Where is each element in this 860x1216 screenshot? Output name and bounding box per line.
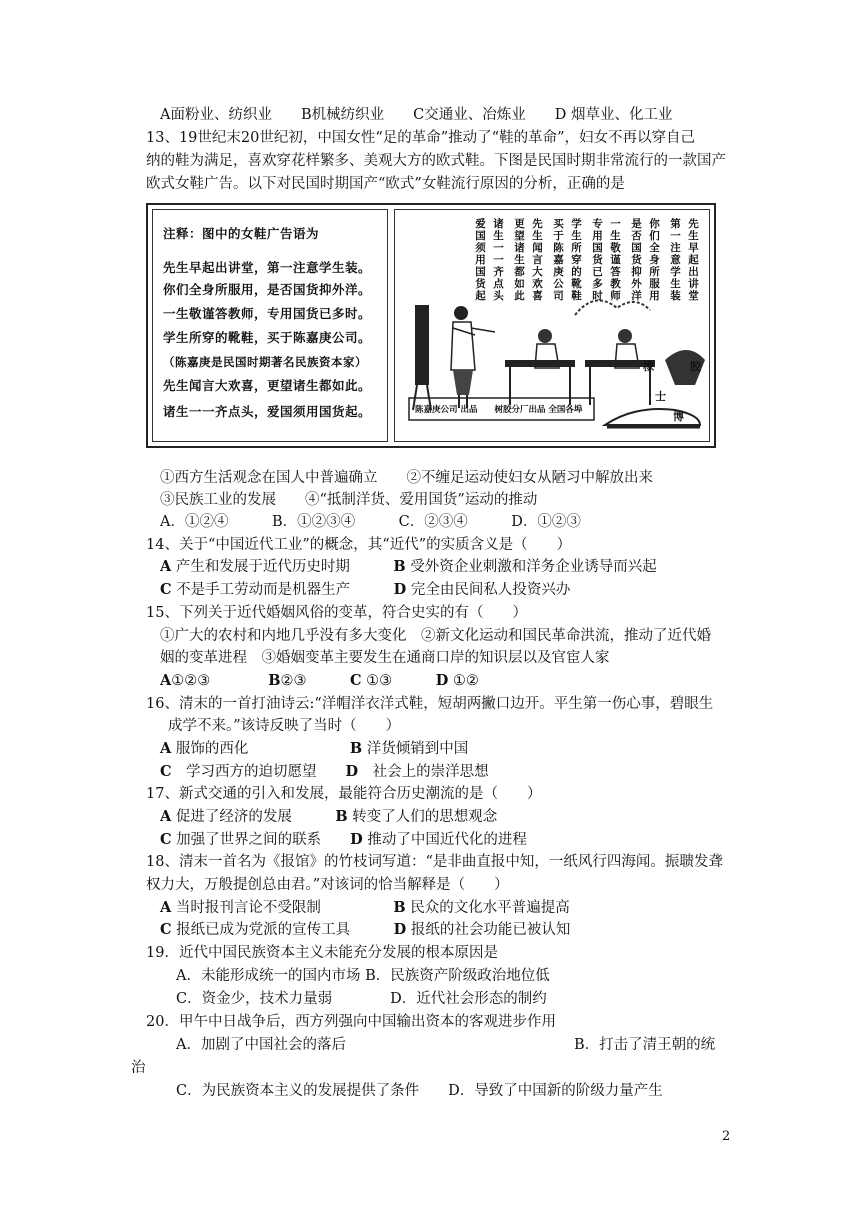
option-text: 不是手工劳动而是机器生产 <box>171 582 394 598</box>
option-text: 促进了经济的发展 <box>171 809 336 825</box>
option-text: 民众的文化水平普遍提高 <box>405 900 570 916</box>
annotation-line: 先生早起出讲堂，第一注意学生装。 <box>163 260 372 275</box>
q15-statement-line1: ①广大的农村和内地几乎没有多大变化 ②新文化运动和国民革命洪流，推动了近代婚 <box>160 628 711 644</box>
option-text: 受外资企业刺激和洋务企业诱导而兴起 <box>405 559 657 575</box>
annotation-line: （陈嘉庚是民国时期著名民族资本家） <box>163 355 367 369</box>
option-letter: B <box>393 558 406 575</box>
ad-text-column: 买于陈嘉庚公司 <box>553 218 564 302</box>
q14-options-cd <box>160 580 570 600</box>
q19-options-cd: C．资金少，技术力量弱 D．近代社会形态的制约 <box>176 991 547 1007</box>
q20-stem: 20．甲午中日战争后，西方列强向中国输出资本的客观进步作用 <box>146 1014 556 1030</box>
ad-text-column: 你们全身所服用 <box>649 218 660 302</box>
q17-stem: 17、新式交通的引入和发展，最能符合历史潮流的是（ ） <box>146 786 542 802</box>
q18-stem-line1: 18、清末一首名为《报馆》的竹枝词写道：“是非曲直报中知，一纸风行四海闻。振聩发聋 <box>146 854 723 870</box>
option-letter: D <box>345 763 359 780</box>
option-letter: A <box>160 899 172 916</box>
option-letter: C <box>350 672 362 689</box>
option-letter: C <box>160 581 172 598</box>
brand-char: 橡 <box>643 360 654 373</box>
q13-stem-line1: 13、19世纪末20世纪初，中国女性“足的革命”推动了“鞋的革命”，妇女不再以穿自己 <box>146 130 696 146</box>
option-text: 转变了人们的思想观念 <box>347 809 498 825</box>
annotation-line: 学生所穿的靴鞋，买于陈嘉庚公司。 <box>163 330 372 345</box>
q20-options-cd: C．为民族资本主义的发展提供了条件 D．导致了中国新的阶级力量产生 <box>176 1083 663 1099</box>
q13-statement-line2: ③民族工业的发展 ④“抵制洋货、爱用国货”运动的推动 <box>160 492 538 508</box>
q16-options-cd <box>160 762 489 782</box>
q18-options-cd <box>160 920 570 940</box>
ad-text-column: 先生早起出讲堂 <box>688 218 699 302</box>
q15-options <box>160 671 479 691</box>
option-letter: D <box>435 672 449 689</box>
ad-text-column: 是否国货抑外洋 <box>631 218 642 302</box>
students-desks <box>505 329 655 405</box>
teacher-figure <box>451 306 495 408</box>
option-text: 服饰的西化 <box>171 741 350 757</box>
brand-char: 士 <box>655 390 666 403</box>
brand-char: 博 <box>673 410 684 423</box>
option-text: 学习西方的迫切愿望 <box>171 764 346 780</box>
q15-stem: 15、下列关于近代婚姻风俗的变革，符合史实的有（ ） <box>146 605 527 621</box>
q20-option-b: B．打击了清王朝的统 <box>574 1037 716 1053</box>
q19-stem: 19．近代中国民族资本主义未能充分发展的根本原因是 <box>146 945 498 961</box>
q13-statement-line1: ①西方生活观念在国人中普遍确立 ②不缠足运动使妇女从陋习中解放出来 <box>160 470 653 486</box>
ad-text-column: 一生敬谨答教师 <box>610 218 621 302</box>
q18-options-ab <box>160 898 570 918</box>
page-number: 2 <box>722 1129 731 1144</box>
option-letter: B <box>349 740 363 757</box>
option-text: ②③ <box>280 673 351 689</box>
option-text: ①② <box>448 673 479 689</box>
q15-statement-line2: 姻的变革进程 ③婚姻变革主要发生在通商口岸的知识层以及官宦人家 <box>160 650 610 666</box>
option-letter: D <box>350 831 363 848</box>
option-text: 洋货倾销到中国 <box>362 741 469 757</box>
option-text: 报纸已成为党派的宣传工具 <box>171 922 394 938</box>
ad-text-column: 学生所穿的靴鞋 <box>571 218 582 302</box>
blackboard <box>415 305 429 385</box>
q13-stem-line2: 纳的鞋为满足，喜欢穿花样繁多、美观大方的欧式鞋。下图是民国时期非常流行的一款国产 <box>146 153 726 169</box>
ad-caption: 陈嘉庚公司 出品 树胶分厂出品 全国各埠 <box>415 405 583 415</box>
shoe-icon <box>605 409 700 425</box>
option-letter: B <box>268 672 281 689</box>
ad-text-column: 先生闻言大欢喜 <box>532 218 543 302</box>
annotation-line: 先生闻言大欢喜，更望诸生都如此。 <box>163 378 372 393</box>
q16-stem-line1: 16、清末的一首打油诗云:“洋帽洋衣洋式鞋，短胡两撇口边开。平生第一伤心事，碧眼生 <box>146 696 714 712</box>
option-letter: B <box>335 808 348 825</box>
q14-options-ab <box>160 557 657 577</box>
option-letter: C <box>160 921 172 938</box>
annotation-line: 一生敬谨答教师，专用国货已多时。 <box>163 306 372 321</box>
q19-options-ab: A．未能形成统一的国内市场 B．民族资产阶级政治地位低 <box>176 968 550 984</box>
q13-options: A．①②④ B．①②③④ C．②③④ D．①②③ <box>160 514 581 530</box>
q16-stem-line2: 成学不来。”该诗反映了当时（ ） <box>168 718 401 734</box>
q20-option-a: A．加剧了中国社会的落后 <box>176 1037 346 1053</box>
option-letter: B <box>393 899 406 916</box>
annotation-line: 诸生一一齐点头，爱国须用国货起。 <box>163 404 372 419</box>
option-letter: A <box>160 672 172 689</box>
option-text: 社会上的崇洋思想 <box>358 764 489 780</box>
ad-text-column: 第一注意学生装 <box>670 218 681 302</box>
option-letter: C <box>160 831 172 848</box>
option-text: ①③ <box>361 673 436 689</box>
option-text: 报纸的社会功能已被认知 <box>406 922 571 938</box>
option-text: 产生和发展于近代历史时期 <box>171 559 394 575</box>
option-letter: D <box>393 581 407 598</box>
brand-char: 胶 <box>690 360 701 373</box>
option-letter: D <box>393 921 407 938</box>
option-letter: A <box>160 740 172 757</box>
ad-text-column: 诸生一一齐点头 <box>493 218 504 302</box>
option-text: 加强了世界之间的联系 <box>171 832 351 848</box>
shoe-advertisement-figure <box>146 203 716 448</box>
option-text: ①②③ <box>171 673 269 689</box>
q17-options-ab <box>160 807 497 827</box>
q12-options: A面粉业、纺织业 B机械纺织业 C交通业、冶炼业 D 烟草业、化工业 <box>160 107 673 123</box>
option-letter: A <box>160 558 172 575</box>
option-text: 完全由民间私人投资兴办 <box>406 582 571 598</box>
option-letter: A <box>160 808 172 825</box>
q13-stem-line3: 欧式女鞋广告。以下对民国时期国产“欧式”女鞋流行原因的分析，正确的是 <box>146 176 625 192</box>
figure-annotation-box <box>152 209 388 442</box>
decorative-cloud <box>575 300 650 315</box>
q18-stem-line2: 权力大，万般提创总由君。”对该词的恰当解释是（ ） <box>146 877 509 893</box>
option-text: 推动了中国近代化的进程 <box>362 832 527 848</box>
ad-text-column: 爱国须用国货起 <box>475 218 486 302</box>
q17-options-cd <box>160 830 527 850</box>
annotation-title: 注释：图中的女鞋广告语为 <box>163 226 320 241</box>
q20-option-b-wrap: 治 <box>131 1060 146 1076</box>
ad-text-column: 更望诸生都如此 <box>514 218 525 302</box>
option-letter: C <box>160 763 172 780</box>
advertisement-illustration <box>394 209 710 442</box>
option-text: 当时报刊言论不受限制 <box>171 900 394 916</box>
annotation-line: 你们全身所服用，是否国货抑外洋。 <box>163 282 372 297</box>
ad-text-column: 专用国货已多时 <box>592 218 603 302</box>
q16-options-ab <box>160 739 468 759</box>
q14-stem: 14、关于“中国近代工业”的概念，其“近代”的实质含义是（ ） <box>146 537 572 553</box>
